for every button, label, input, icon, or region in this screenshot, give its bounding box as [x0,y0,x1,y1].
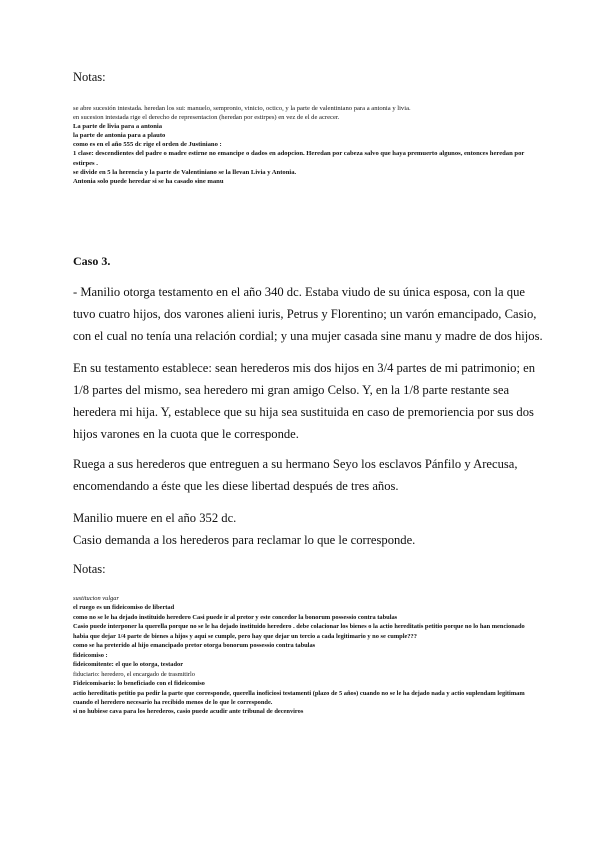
paragraph-line: 1/8 partes del mismo, sea heredero mi gran amigo Celso. Y, en la 1/8 parte restante sea [73,383,510,397]
note-line: Antonia solo puede heredar si se ha casado sine manu [73,177,224,185]
paragraph-line: hijos varones en la cuota que le corresponde. [73,427,299,441]
note-line: sustitucion vulgar [73,595,119,602]
note-line: se abre sucesión intestada. heredan los sui: manuelo, sempronio, vinicio, octico, y la parte de valentiniano para a antonia y livia. [73,105,411,112]
note-line: la parte de antonia para a plauto [73,132,166,140]
note-line: como es en el año 555 dc rige el orden de Justiniano : [73,141,222,149]
note-line: 1 clase: descendientes del padre o madre estirne no emancipe o dados en adopcion. Heredan por cabeza salvo que haya premuerto algunos, entonces heredan por estirpes . [73,150,525,167]
case-paragraph-2 [73,357,543,445]
paragraph-line: encomendando a éste que les diese libertad después de tres años. [73,479,399,493]
notes-heading-2: Notas: [73,562,106,576]
paragraph-line: con el cual no tenía una relación cordial; y una mujer casada sine manu y madre de dos hijos. [73,329,543,343]
note-line: fiduciario: heredero, el encargado de trasmitirlo [73,670,195,678]
paragraph-line: Casio demanda a los herederos para reclamar lo que le corresponde. [73,533,416,547]
paragraph-line: En su testamento establece: sean herederos mis dos hijos en 3/4 partes de mi patrimonio; en [73,361,536,375]
note-line: en sucesion intestada rige el derecho de representacion (heredan por estirpes) en vez de el de acrecer. [73,114,340,122]
paragraph-line: tuvo cuatro hijos, dos varones alieni iuris, Petrus y Florentino; un varón emancipado, Casio, [73,307,537,321]
note-line: fideicomitente: el que lo otorga, testador [73,661,184,669]
paragraph-line: heredera mi hija. Y, establece que su hija sea sustituida en caso de premoriencia por sus dos [73,405,534,419]
case-title: Caso 3. [73,254,111,268]
note-line: fideicomiso : [73,651,108,659]
note-line: La parte de livia para a antonia [73,123,163,131]
paragraph-line: Ruega a sus herederos que entreguen a su hermano Seyo los esclavos Pánfilo y Arecusa, [73,457,518,471]
case-paragraph-1 [73,281,543,347]
paragraph-line: - Manilio otorga testamento en el año 340 dc. Estaba viudo de su única esposa, con la que [73,285,525,299]
note-line: habia que dejar 1/4 parte de bienes a hijos y aqui se cumple, pero hay que dejar un tercio a cada legitimario y no se cumple??? [73,632,417,640]
note-line: como se ha preterido al hijo emancipado pretor otorga bonorum possessio contra tabulas [73,642,316,650]
case-paragraph-4 [73,507,543,551]
note-line: Casio puede interponer la querella porque no se le ha dejado instituido heredero . debe colacionar los bienes o la actio hereditatis petitio porque no lo han mencionado [73,623,525,631]
note-line: se divide en 5 la herencia y la parte de Valentiniano se la llevan Livia y Antonia. [73,168,297,176]
notes-block-2 [73,594,543,717]
notes-heading-1: Notas: [73,70,106,84]
note-line: Fideicomisario: lo beneficiado con el fideicomiso [73,680,205,688]
note-line: actio hereditatis petitio pa pedir la parte que corresponde, querella inoficiosi testamenti (plazo de 5 años) cuando no se le ha dejado nada y actio suplendam legitimam cuando el heredero necesario ha recibido menos de lo que le corresponde. [73,689,525,706]
note-line: como no se le ha dejado instituido heredero Casi puede ir al pretor y este concedor la bonorum possessio contra tabulas [73,613,398,621]
paragraph-line: Manilio muere en el año 352 dc. [73,511,237,525]
note-line: el ruego es un fideicomiso de libertad [73,604,175,612]
case-paragraph-3 [73,453,543,497]
note-line: si no hubiese cava para los herederos, casio puede acudir ante tribunal de decenviros [73,708,304,716]
notes-block-1 [73,104,543,186]
